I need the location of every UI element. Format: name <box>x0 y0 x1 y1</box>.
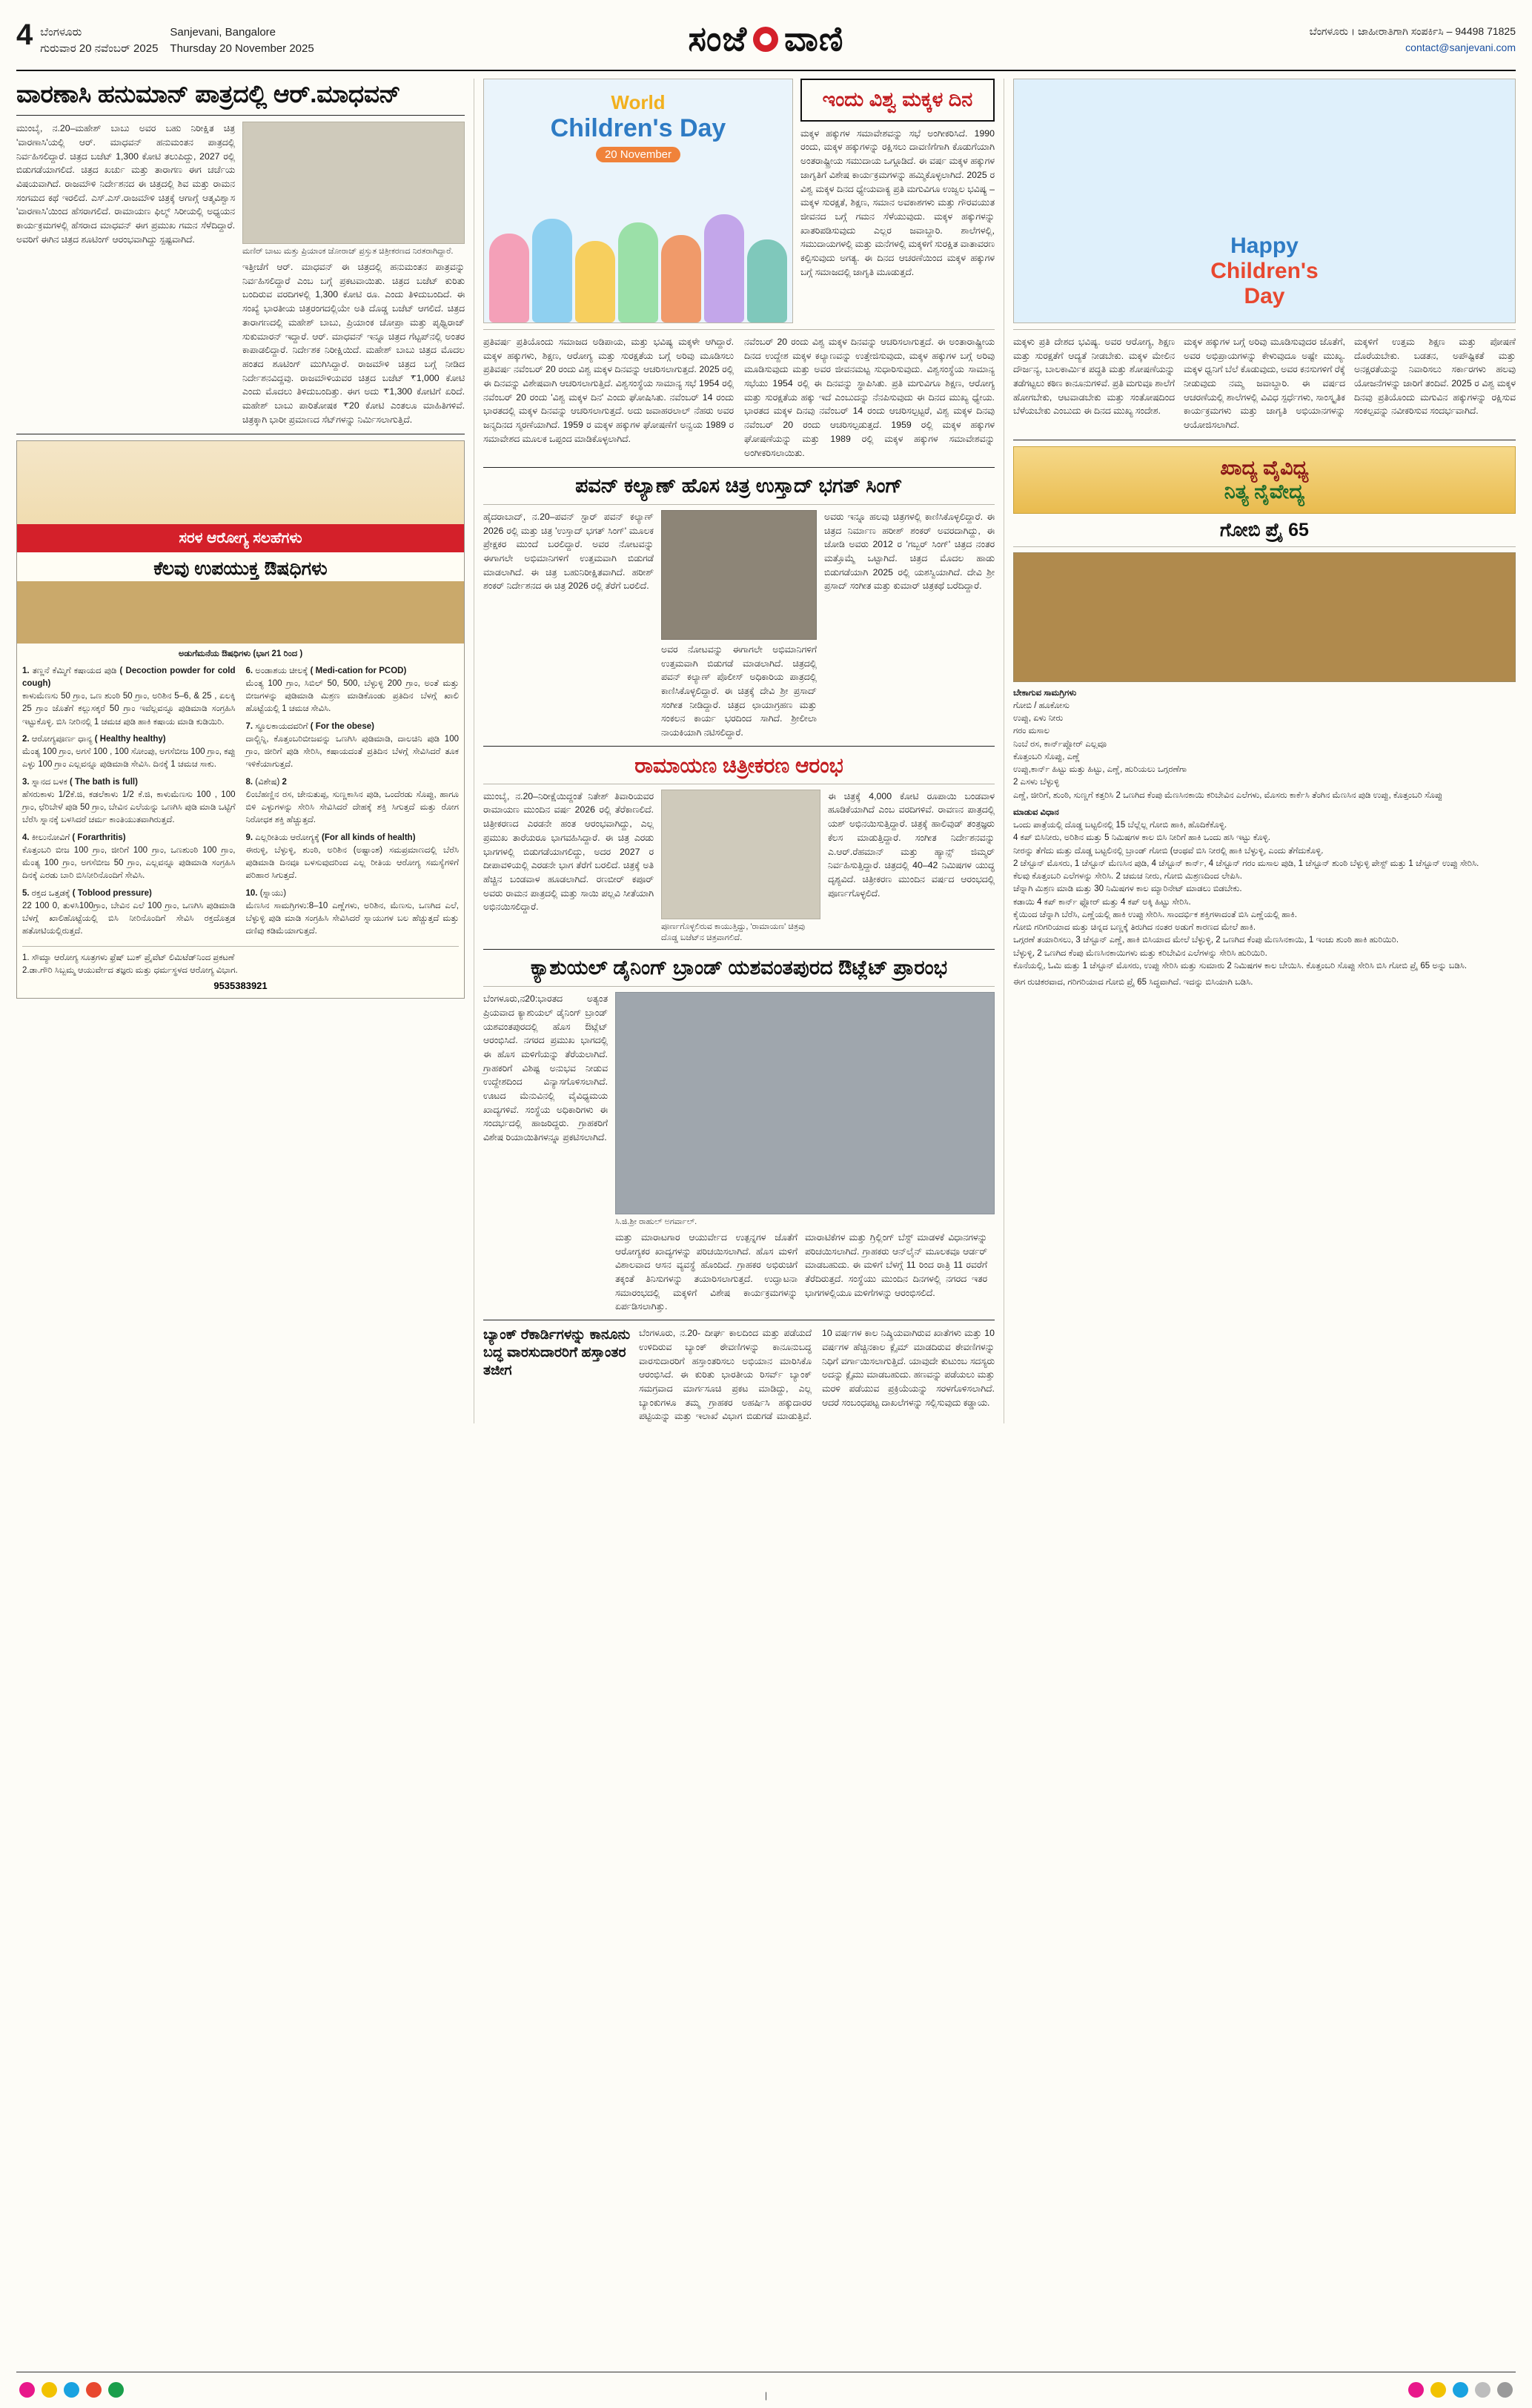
health-item: 8. (ವಿಶೇಷ) 2 ಲಿಂಬೆಹಣ್ಣಿನ ರಸ, ಜೇನುತುಪ್ಪ, ಸುಣ್ಣಕಾಸಿನ ಪುಡಿ, ಒಂದೆರಡು ಸೊಪ್ಪು, ಹಾಗೂ ಬಿಳಿ ಎಳ್ಳುಗಳನ್ನು ಸೇರಿಸಿ ಸೇವಿಸಿದರೆ ದೇಹಕ್ಕೆ ಶಕ್ತಿ ಸಿಗುತ್ತದೆ ಮತ್ತು ರೋಗ ನಿರೋಧಕ ಶಕ್ತಿ ಹೆಚ್ಚುತ್ತದೆ. <box>245 777 459 825</box>
health-tips-box <box>16 440 465 999</box>
email-link[interactable]: contact@sanjevani.com <box>1405 42 1516 53</box>
recipe-step: ಚೆನ್ನಾಗಿ ಮಿಶ್ರಣ ಮಾಡಿ ಮತ್ತು 30 ನಿಮಿಷಗಳ ಕಾಲ ಮ್ಯಾರಿನೇಟ್ ಮಾಡಲು ಬಿಡಬೇಕು. <box>1012 884 1242 894</box>
recipe-step: ಕಡಾಯಿ 4 ಕಪ್ ಕಾರ್ನ್ ಫ್ಲೋರ್ ಮತ್ತು 4 ಕಪ್ ಅಕ್ಕಿ ಹಿಟ್ಟು ಸೇರಿಸಿ. <box>1012 897 1191 907</box>
wcd-word-childrens-day: Children's Day <box>550 114 726 142</box>
story-madhavan-body-b: ಇತ್ತೀಚೆಗೆ ಆರ್. ಮಾಧವನ್ ಈ ಚಿತ್ರದಲ್ಲಿ ಹನುಮಂತನ ಪಾತ್ರವನ್ನು ನಿರ್ವಹಿಸಲಿದ್ದಾರೆ ಎಂಬ ಬಗ್ಗೆ ಪ್ರಕಟವಾಯಿತು. ಚಿತ್ರದ ಬಜೆಟ್ ಕುರಿತು ಬಂದಿರುವ ವರದಿಗಳಲ್ಲಿ 1,300 ಕೋಟಿ ರೂ. ಎಂದು ತಿಳಿದುಬಂದಿದೆ. ಈ ಸಂಖ್ಯೆ ಭಾರತೀಯ ಚಿತ್ರರಂಗದಲ್ಲಿಯೇ ಅತಿ ದೊಡ್ಡ ಬಜೆಟ್ ಆಗಲಿದೆ. ಚಿತ್ರದ ತಾರಾಗಣದಲ್ಲಿ ಮಹೇಶ್ ಬಾಬು, ಪ್ರಿಯಾಂಕ ಚೋಪ್ರಾ ಮತ್ತು ಪೃಥ್ವಿರಾಜ್ ಸುಕುಮಾರನ್ ಇದ್ದಾರೆ. ಆರ್. ಮಾಧವನ್ ಇನ್ನೂ ಚಿತ್ರದ ಗೆಟ್ಟಪ್‌ನಲ್ಲಿ ಅಂತರ ಕಾಪಾಡಲಿದ್ದಾರೆ. ನಿರ್ದೇಶಕ ನಿರೀಕ್ಷಿಯಿದೆ. ಮಹೇಶ್ ಬಾಬು ಚಿತ್ರದ ಮೊದಲ ಹಂತದ ಶೂಟಿಂಗ್ ಮುಗಿಸಿದ್ದಾರೆ. ರಾಜಮೌಳಿ ಚಿತ್ರದ ಬಗ್ಗೆ ನೀಡಿದ ನಿರ್ದೇಶನವಿದ್ದವು. ರಾಜಮೌಳಿಯವರ ಚಿತ್ರದ ಬಜೆಟ್ ₹1,000 ಕೋಟಿ ಎಂದು ಮೊದಲು ತಿಳಿದುಬಂದಿತ್ತು. ಈಗ ಅದು ₹1,300 ಕೋಟಿಗೆ ಏರಿದೆ. ಮಹೇಶ್ ಬಾಬು ಪಾರಿತೋಷಕ ₹20 ಕೋಟಿ ಎಂತಲೂ ಮಾಹಿತಿಗಳಿವೆ. ಚಿತ್ರಕ್ಕಾಗಿ ಭಾರೀ ಪ್ರಮಾಣದ ಸೆಟ್‌ಗಳನ್ನು ನಿರ್ಮಿಸಲಾಗುತ್ತಿದೆ. <box>242 262 465 425</box>
column-1 <box>16 79 465 1423</box>
logo-dot-icon <box>753 27 778 52</box>
recipe-ingredient: ಎಣ್ಣೆ, ಜೀರಿಗೆ, ಶುಂಠಿ, ಸುಣ್ಣಗೆ ಕತ್ತರಿಸಿ 2 ಒಣಗಿದ ಕೆಂಪು ಮೆಣಸಿನಕಾಯಿ ಕರಿಬೇವಿನ ಎಲೆಗಳು, ಮೊಸರು ಕಾರ್ಕೆಸಿ ತೆಂಗಿನ ಮೆಣಸಿನ ಪುಡಿ ಉಪ್ಪು, ಕೊತ್ತಂಬರಿ ಸೊಪ್ಪು <box>1012 790 1443 800</box>
health-phone: 9535383921 <box>213 980 268 992</box>
wcd-kids-illustration <box>484 204 792 322</box>
recipe-step: ಗೋಬಿ ಗರಿಗರಿಯಾದ ಮತ್ತು ಚಿನ್ನದ ಬಣ್ಣಕ್ಕೆ ತಿರುಗಿದ ನಂತರ ಅಡುಗೆ ಕಾರಣದ ಮೇಲೆ ಹಾಕಿ. <box>1012 923 1256 933</box>
pawan-body-c: ಅವರು ಇನ್ನೂ ಹಲವು ಚಿತ್ರಗಳಲ್ಲಿ ಕಾಣಿಸಿಕೊಳ್ಳಲಿದ್ದಾರೆ. ಈ ಚಿತ್ರದ ನಿರ್ಮಾಣ ಹರೀಶ್ ಶಂಕರ್ ಅವರದಾಗಿದ್ದು, ಈ ಜೋಡಿ ಅವರು 2012 ರ 'ಗಬ್ಬರ್ ಸಿಂಗ್' ಚಿತ್ರದ ನಂತರ ಮತ್ತೊಮ್ಮೆ ಒಟ್ಟಾಗಿದೆ. ಚಿತ್ರದ ಮೊದಲ ಹಾಡು ಬಿಡುಗಡೆಯಾಗಿ 2025 ರಲ್ಲಿ ಯಶಸ್ವಿಯಾಗಿದೆ. ದೇವಿ ಶ್ರೀ ಪ್ರಸಾದ್ ಸಂಗೀತ ಮತ್ತು ಕುಮಾರ್ ಚಿತ್ರಕಥೆ ಬರೆದಿದ್ದಾರೆ. <box>823 511 995 592</box>
page-body <box>16 79 1516 1423</box>
story-madhavan-body-a: ಮುಂಬೈ, ನ.20–ಮಹೇಶ್ ಬಾಬು ಅವರ ಬಹು ನಿರೀಕ್ಷಿತ ಚಿತ್ರ 'ವಾರಣಾಸಿ'ಯಲ್ಲಿ ಆರ್. ಮಾಧವನ್ ಹನುಮಂತನ ಪಾತ್ರದಲ್ಲಿ ನಿರ್ವಹಿಸಲಿದ್ದಾರೆ. ಚಿತ್ರದ ಬಜೆಟ್ 1,300 ಕೋಟಿ ತಲುಪಿದ್ದು, 2027 ರಲ್ಲಿ ಬಿಡುಗಡೆಯಾಗಲಿದೆ. ಚಿತ್ರದ ಖರ್ಚು ಮತ್ತು ತಾರಾಗಣ ಈಗ ಚರ್ಚೆಯ ವಿಷಯವಾಗಿದೆ. ರಾಜಮೌಳಿ ನಿರ್ದೇಶನದ ಈ ಚಿತ್ರದಲ್ಲಿ ಶಿವ ಮತ್ತು ರಾಮನ ಸಂಗಮದ ಕಥೆ ಇರಲಿದೆ. ಎಸ್.ಎಸ್.ರಾಜಮೌಳಿ ಚಿತ್ರಕ್ಕೆ ಆಗಾಗ್ಗೆ ಆತ್ಮವಿಶ್ವಾಸ 'ವಾರಣಾಸಿ'ಯಿಂದ ಹೆಸರಾಗಲಿದೆ. ರಾಮಾಯಣ ಫಿಲ್ಮ್ ಸಿರೀಯಲ್ಲಿ ಅಧ್ಯಯನ ಕಾರ್ಯಕ್ರಮಗಳಲ್ಲಿ ಹೆಸರಾದ ಮಾಧವನ್ ಈಗ ಪ್ರಮುಖ ಗಮನ ಸೆಳೆದಿದ್ದಾರೆ. ಅವರಿಗೆ ಈಗಿನ ಚಿತ್ರದ ಶೂಟಿಂಗ್ ಆರಂಭವಾಗಿದ್ದು ಸ್ಪಷ್ಟವಾಗಿದೆ. <box>16 123 235 245</box>
bank-headline: ಬ್ಯಾಂಕ್ ರೆಕಾರ್ಡಿಗಳನ್ನು ಕಾನೂನು ಬದ್ಧ ವಾರಸುದಾರರಿಗೆ ಹಸ್ತಾಂತರ ತಜೀಗ <box>483 1327 631 1378</box>
recipe-step: 2 ಚೆಸ್ಟೂನ್ ಮೊಸರು, 1 ಚೆಸ್ಟೂನ್ ಮೆಣಸಿನ ಪುಡಿ, 4 ಚೆಸ್ಟೂನ್ ಕಾರ್ನ್, 4 ಚೆಸ್ಟೂನ್ ಗರಂ ಮಸಾಲ ಪುಡಿ, 1 ಚೆಸ್ಟೂನ್ ಶುಂಠಿ ಬೆಳ್ಳುಳ್ಳಿ ಪೇಸ್ಟ್ ಮತ್ತು 1 ಚೆಸ್ಟೂನ್ ಉಪ್ಪು ಸೇರಿಸಿ. <box>1012 859 1479 868</box>
ramayana-body-a: ಮುಂಬೈ, ನ.20–ನಿರೀಕ್ಷೆಯಿದ್ದಂತೆ ನಿತೇಶ್ ತಿವಾರಿಯವರ ರಾಮಾಯಣ ಮುಂದಿನ ವರ್ಷ 2026 ರಲ್ಲಿ ತೆರೆಕಾಣಲಿದೆ. ಚಿತ್ರೀಕರಣದ ಎರಡನೇ ಹಂತ ಆರಂಭವಾಗಿದ್ದು, ಎಲ್ಲ ಪ್ರಮುಖ ತಾರೆಯರೂ ಭಾಗವಹಿಸಿದ್ದಾರೆ. ಈ ಚಿತ್ರ ಎರಡು ಭಾಗಗಳಲ್ಲಿ ಬಿಡುಗಡೆಯಾಗಲಿದ್ದು, ಅದರ 2027 ರ ದೀಪಾವಳಿಯಲ್ಲಿ ಎರಡನೇ ಭಾಗ ತೆರೆಗೆ ಬರಲಿದೆ. ಚಿತ್ರಕ್ಕೆ ಅತಿ ಹೆಚ್ಚಿನ ಬಂಡವಾಳ ಹೂಡಲಾಗಿದೆ. ರಣಬೀರ್ ಕಪೂರ್ ಅವರು ರಾಮನ ಪಾತ್ರದಲ್ಲಿ ಮತ್ತು ಸಾಯಿ ಪಲ್ಲವಿ ಸೀತೆಯಾಗಿ ಅಭಿನಯಿಸಲಿದ್ದಾರೆ. <box>483 790 654 913</box>
health-item: 2. ಆರೋಗ್ಯಪೂರ್ಣ ಧಾನ್ಯ ( Healthy healthy) ಮೆಂತ್ಯ 100 ಗ್ರಾಂ, ಅಗಸೆ 100 , 100 ಸೋಂಪು, ಅಗಸೆಬೀಜ 100 ಗ್ರಾಂ, ಕಪ್ಪು ಎಳ್ಳು 100 ಗ್ರಾಂ ಎಲ್ಲವನ್ನೂ ಪುಡಿಮಾಡಿ ಸೇವಿಸಿ. ದಿನಕ್ಕೆ 1 ಚಮಚ ಸಾಕು. <box>22 734 236 770</box>
health-item: 1. ತಣ್ಣನೆ ಕೆಮ್ಮಿಗೆ ಕಷಾಯದ ಪುಡಿ ( Decoction powder for cold cough) ಕಾಳುಮೆಣಸು 50 ಗ್ರಾಂ, ಒಣ ಶುಂಠಿ 50 ಗ್ರಾಂ, ಅರಿಶಿನ 5–6, & 25 , ಏಲಕ್ಕಿ 25 ಗ್ರಾಂ ಜೊತೆಗೆ ಕಲ್ಲುಸಕ್ಕರೆ 50 ಗ್ರಾಂ ಇವೆಲ್ಲವನ್ನೂ ಪುಡಿಮಾಡಿ ಸಂಗ್ರಹಿಸಿ ಇಟ್ಟುಕೊಳ್ಳಿ. ಬಿಸಿ ನೀರಿನಲ್ಲಿ 1 ಚಮಚ ಪುಡಿ ಹಾಕಿ ಕಷಾಯ ಮಾಡಿ ಕುಡಿಯಿರಿ. <box>22 666 236 727</box>
wcd-boxed-headline: ಇಂದು ವಿಶ್ವ ಮಕ್ಕಳ ದಿನ <box>800 79 995 122</box>
madhavan-photo <box>242 122 465 244</box>
pawan-body-b: ಅವರ ನೋಟವನ್ನು ಈಗಾಗಲೇ ಅಭಿಮಾನಿಗಳಿಗೆ ಉತ್ತಮವಾಗಿ ಬಿಡುಗಡೆ ಮಾಡಲಾಗಿದೆ. ಚಿತ್ರದಲ್ಲಿ ಪವನ್ ಕಲ್ಯಾಣ್ ಪೊಲೀಸ್ ಅಧಿಕಾರಿಯ ಪಾತ್ರದಲ್ಲಿ ಕಾಣಿಸಿಕೊಳ್ಳಲಿದ್ದಾರೆ. ಈ ಚಿತ್ರಕ್ಕೆ ದೇವಿ ಶ್ರೀ ಪ್ರಸಾದ್ ಸಂಗೀತ ನೀಡಿದ್ದಾರೆ. ಚಿತ್ರದ ಛಾಯಾಗ್ರಹಣ ಮತ್ತು ಸಂಕಲನ ಕಾರ್ಯ ಭರದಿಂದ ಸಾಗಿದೆ. ಶ್ರೀಲೀಲಾ ನಾಯಕಿಯಾಗಿ ನಟಿಸಲಿದ್ದಾರೆ. <box>660 644 817 738</box>
recipe-ingredient: ಉಪ್ಪು, ಏಳು ನೀರು <box>1012 714 1064 724</box>
health-item: 3. ಸ್ನಾನದ ಬಳಕ ( The bath is full) ಹೆಸರುಕಾಳು 1/2ಕೆ.ಜಿ, ಕಡಲೆಕಾಳು 1/2 ಕೆ.ಜಿ, ಕಾಳುಮೆಣಸು 100 , 100 ಗ್ರಾಂ, ಛೆರಿಬೇಳೆ ಪುಡಿ 50 ಗ್ರಾಂ, ಬೇವಿನ ಎಲೆಯನ್ನು ಒಣಗಿಸಿ ಪುಡಿ ಮಾಡಿ ಒಟ್ಟಿಗೆ ಬೆರೆಸಿ ಸ್ನಾನಕ್ಕೆ ಬಳಸಿದರೆ ಚರ್ಮ ಕಾಂತಿಯುತವಾಗಿರುತ್ತದೆ. <box>22 777 236 825</box>
health-subtitle: ಅಡುಗೆಮನೆಯ ಔಷಧಿಗಳು (ಭಾಗ 21 ರಿಂದ ) <box>178 649 303 659</box>
casual-body-a: ಬೆಂಗಳೂರು,ನ20:ಭಾರತದ ಅತ್ಯಂತ ಪ್ರಿಯವಾದ ಕ್ಯಾಶುಯಲ್ ಡೈನಿಂಗ್ ಬ್ರಾಂಡ್ ಯಶವಂತಪುರದಲ್ಲಿ ಹೊಸ ಔಟ್ಲೆಟ್ ಆರಂಭಿಸಿದೆ. ನಗರದ ಪ್ರಮುಖ ಭಾಗದಲ್ಲಿ ಈ ಹೊಸ ಮಳಿಗೆಯನ್ನು ತೆರೆಯಲಾಗಿದೆ. ಗ್ರಾಹಕರಿಗೆ ವಿಶಿಷ್ಟ ಅನುಭವ ನೀಡುವ ಉದ್ದೇಶದಿಂದ ವಿನ್ಯಾಸಗೊಳಿಸಲಾಗಿದೆ. ಊಟದ ಮೆನುವಿನಲ್ಲಿ ವೈವಿಧ್ಯಮಯ ಖಾದ್ಯಗಳಿವೆ. ಸಂಸ್ಥೆಯ ಅಧಿಕಾರಿಗಳು ಈ ಸಂದರ್ಭದಲ್ಲಿ ಹಾಜರಿದ್ದರು. ಗ್ರಾಹಕರಿಗೆ ವಿಶೇಷ ರಿಯಾಯಿತಿಗಳನ್ನೂ ಪ್ರಕಟಿಸಲಾಗಿದೆ. <box>483 993 608 1143</box>
casual-dining-headline: ಕ್ಯಾಶುಯಲ್ ಡೈನಿಂಗ್ ಬ್ರಾಂಡ್ ಯಶವಂತಪುರದ ಔಟ್ಲೆಟ್ ಪ್ರಾರಂಭ <box>530 956 948 979</box>
bank-body: ಬೆಂಗಳೂರು, ನ.20- ದೀರ್ಘ ಕಾಲದಿಂದ ಮತ್ತು ಪಡೆಯದೆ ಉಳಿದಿರುವ ಬ್ಯಾಂಕ್ ಠೇವಣಿಗಳನ್ನು ಕಾನೂನುಬದ್ಧ ವಾರಸುದಾರರಿಗೆ ಹಸ್ತಾಂತರಿಸಲು ಅಭಿಯಾನ ಮಾರಿಸಿಕೊ ಆರಂಭಿಸಿದೆ. ಈ ಕುರಿತು ಭಾರತೀಯ ರಿಸರ್ವ್ ಬ್ಯಾಂಕ್ ಸಮಗ್ರವಾದ ಮಾರ್ಗಸೂಚಿ ಪ್ರಕಟ ಮಾಡಿದ್ದು, ಎಲ್ಲ ಬ್ಯಾಂಕುಗಳೂ ತಮ್ಮ ಗ್ರಾಹಕರ ಅಹರ್ಷಿಸಿ ಹಕ್ಕುದಾರರ ಪಟ್ಟಿಯನ್ನು ಮತ್ತು ಇಲಾಖೆ ವಿಭಾಗ ಬಿಡುಗಡೆ ಮಾಡುತ್ತಿವೆ. 10 ವರ್ಷಗಳ ಕಾಲ ನಿಷ್ಕ್ರಿಯವಾಗಿರುವ ಖಾತೆಗಳು ಮತ್ತು 10 ವರ್ಷಗಳ ಹೆಚ್ಚಿನಕಾಲ ಕ್ಲೈಮ್ ಮಾಡದಿರುವ ಠೇವಣಿಗಳನ್ನು ನಿಧಿಗೆ ವರ್ಗಾಯಿಸಲಾಗುತ್ತಿದೆ. ಯಾವುದೇ ಕುಟುಂಬ ಸದಸ್ಯರು ಅದನ್ನು ಕ್ಲೈಮು ಮಾಡಬಹುದು. ಹಣವನ್ನು ಪಡೆಯಲು ಮತ್ತು ಮರಳಿ ಪಡೆಯುವ ಪ್ರಕ್ರಿಯೆಯನ್ನು ಸರಳಗೊಳಿಸಲಾಗಿದೆ. ಆದರೆ ಸಂಬಂಧಪಟ್ಟ ದಾಖಲೆಗಳನ್ನು ಸಲ್ಲಿಸುವುದು ಕಡ್ಡಾಯ. <box>638 1328 995 1422</box>
story-madhavan-headline: ವಾರಣಾಸಿ ಹನುಮಾನ್ ಪಾತ್ರದಲ್ಲಿ ಆರ್.ಮಾಧವನ್ <box>16 80 401 108</box>
ramayana-headline: ರಾಮಾಯಣ ಚಿತ್ರೀಕರಣ ಆರಂಭ <box>634 753 843 777</box>
health-item: 6. ಅಂಡಾಶಯ ಚೀಲಕ್ಕೆ ( Medi-cation for PCOD) ಮೆಂತ್ಯ 100 ಗ್ರಾಂ, ಸಿಬಿಲ್ 50, 500, ಬೆಳ್ಳುಳ್ಳಿ 200 ಗ್ರಾಂ, ಅಂತೆ ಮತ್ತು ಬೀಜಗಳನ್ನು ಪುಡಿಮಾಡಿ ಮಿಶ್ರಣ ಮಾಡಿಕೊಂಡು ಪ್ರತಿದಿನ ಬೆಳಗ್ಗೆ ಖಾಲಿ ಹೊಟ್ಟೆಯಲ್ಲಿ 1 ಚಮಚ ಸೇವಿಸಿ. <box>245 666 459 714</box>
ramayana-body-b: ಈ ಚಿತ್ರಕ್ಕೆ 4,000 ಕೋಟಿ ರೂಪಾಯಿ ಬಂಡವಾಳ ಹೂಡಿಕೆಯಾಗಿದೆ ಎಂಬ ವರದಿಗಳಿವೆ. ರಾವಣನ ಪಾತ್ರದಲ್ಲಿ ಯಶ್ ಅಭಿನಯಿಸುತ್ತಿದ್ದಾರೆ. ಚಿತ್ರಕ್ಕೆ ಹಾಲಿವುಡ್ ತಂತ್ರಜ್ಞರು ಕೆಲಸ ಮಾಡುತ್ತಿದ್ದಾರೆ. ಸಂಗೀತ ನಿರ್ದೇಶನವನ್ನು ಎ.ಆರ್.ರೆಹಮಾನ್ ಮತ್ತು ಹ್ಯಾನ್ಸ್ ಜಿಮ್ಮರ್ ನಿರ್ವಹಿಸುತ್ತಿದ್ದಾರೆ. ಚಿತ್ರದಲ್ಲಿ 40–42 ನಿಮಿಷಗಳ ಯುದ್ಧ ದೃಶ್ಯವಿದೆ. ಚಿತ್ರೀಕರಣ ಮುಂದಿನ ವರ್ಷದ ಆರಂಭದಲ್ಲಿ ಪೂರ್ಣಗೊಳ್ಳಲಿದೆ. <box>827 790 995 899</box>
hcd-day: Day <box>1244 284 1285 308</box>
recipe-banner-line1: ಖಾದ್ಯ ವೈವಿಧ್ಯ <box>1220 456 1309 479</box>
health-title: ಕೆಲವು ಉಪಯುಕ್ತ ಔಷಧಿಗಳು <box>153 558 328 580</box>
casual-body-b: ಮತ್ತು ಮಾರಾಟಗಾರ ಆಯುರ್ವೇದ ಉತ್ಪನ್ನಗಳ ಜೊತೆಗೆ ಆರೋಗ್ಯಕರ ಖಾದ್ಯಗಳನ್ನು ಪರಿಚಯಿಸಲಾಗಿದೆ. ಹೊಸ ಮಳಿಗೆ ವಿಶಾಲವಾದ ಆಸನ ವ್ಯವಸ್ಥೆ ಹೊಂದಿದೆ. ಗ್ರಾಹಕರ ಅಭಿರುಚಿಗೆ ತಕ್ಕಂತೆ ತಿನಿಸುಗಳನ್ನು ತಯಾರಿಸಲಾಗುತ್ತದೆ. ಉದ್ಘಾಟನಾ ಸಮಾರಂಭದಲ್ಲಿ ಮಕ್ಕಳಿಗೆ ವಿಶೇಷ ಕಾರ್ಯಕ್ರಮಗಳನ್ನು ಏರ್ಪಡಿಸಲಾಗಿತ್ತು. <box>614 1232 797 1312</box>
color-registration-dots-right <box>1408 2382 1513 2398</box>
recipe-step: ಕೊನೆಯಲ್ಲಿ, ಓಮಿ ಮತ್ತು 1 ಚೆಸ್ಟೂನ್ ಮೊಸರು, ಉಪ್ಪು ಸೇರಿಸಿ ಮತ್ತು ಸುಮಾರು 2 ನಿಮಿಷಗಳ ಕಾಲ ಬೇಯಿಸಿ. ಕೊತ್ತಂಬರಿ ಸೊಪ್ಪು ಸೇರಿಸಿ ಬಿಸಿ ಗೋಬಿ ಪ್ರೈ 65 ಅನ್ನು ಬಡಿಸಿ. <box>1012 961 1468 970</box>
recipe-step: ಕೈಯಿಂದ ಚೆನ್ನಾಗಿ ಬೆರೆಸಿ, ಎಣ್ಣೆಯಲ್ಲಿ ಹಾಕಿ ಉಪ್ಪು ಸೇರಿಸಿ. ಸಾಂದರ್ಭಿಕ ಶಕ್ತಿಗಳಾದಂತೆ ಬಿಸಿ ಎಣ್ಣೆಯಲ್ಲಿ ಹಾಕಿ. <box>1012 910 1297 919</box>
masthead-contact <box>1167 23 1516 56</box>
health-item: 9. ಎಲ್ಲರೀತಿಯ ಆರೋಗ್ಯಕ್ಕೆ (For all kinds of health) ಈರುಳ್ಳಿ, ಬೆಳ್ಳುಳ್ಳಿ, ಶುಂಠಿ, ಅರಿಶಿನ (ಅಷ್ಟಾಂಶ) ಸಮಪ್ರಮಾಣದಲ್ಲಿ ಬೆರೆಸಿ ಪುಡಿಮಾಡಿ ದಿನವೂ ಬಳಸುವುದರಿಂದ ಎಲ್ಲ ರೀತಿಯ ಆರೋಗ್ಯ ಸಮಸ್ಯೆಗಳಿಗೆ ಪರಿಹಾರ ಸಿಗುತ್ತದೆ. <box>245 833 459 881</box>
recipe-step: 4 ಕಪ್ ಬಿಸಿನೀರು, ಅರಿಶಿನ ಮತ್ತು 5 ನಿಮಿಷಗಳ ಕಾಲ ಬಿಸಿ ನೀರಿಗೆ ಹಾಕಿ ಒಂದು ಹಸಿ ಇಟ್ಟು ಕೊಳ್ಳಿ. <box>1012 833 1270 843</box>
masthead-left <box>16 18 365 58</box>
recipe-title: ಗೋಬಿ ಪ್ರೈ 65 <box>1220 519 1309 540</box>
casual-body-c: ಮಾರಾಟಿಕೆಗಳ ಮತ್ತು ಗ್ರಿಲ್ಲಿಂಗ್ ಬೆಸ್ಟ್ ಮಾಡಳಕೆ ವಿಧಾನಗಳನ್ನು ಪರಿಚಯಿಸಲಾಗಿದೆ. ಗ್ರಾಹಕರು ಆನ್‌ಲೈನ್ ಮೂಲಕವೂ ಆರ್ಡರ್ ಮಾಡಬಹುದು. ಈ ಮಳಿಗೆ ಬೆಳಗ್ಗೆ 11 ರಿಂದ ರಾತ್ರಿ 11 ರವರೆಗೆ ತೆರೆದಿರುತ್ತದೆ. ಸಂಸ್ಥೆಯು ಮುಂದಿನ ದಿನಗಳಲ್ಲಿ ನಗರದ ಇತರ ಭಾಗಗಳಲ್ಲಿಯೂ ಮಳಿಗೆಗಳನ್ನು ಆರಂಭಿಸಲಿದೆ. <box>804 1232 987 1298</box>
health-item: 4. ಕೀಲುನೋವಿಗೆ ( Forarthritis) ಕೊತ್ತಂಬರಿ ಬೀಜ 100 ಗ್ರಾಂ, ಜೀರಿಗೆ 100 ಗ್ರಾಂ, ಒಣಶುಂಠಿ 100 ಗ್ರಾಂ, ಮೆಂತ್ಯ 100 ಗ್ರಾಂ, ಅಗಸೆಬೀಜ 50 ಗ್ರಾಂ, ಎಲ್ಲವನ್ನೂ ಪುಡಿಮಾಡಿ ಸಂಗ್ರಹಿಸಿ ದಿನಕ್ಕೆ ಎರಡು ಬಾರಿ ಬಿಸಿನೀರಿನೊಂದಿಗೆ ಸೇವಿಸಿ. <box>22 833 236 881</box>
wcd-body-b: ನವೆಂಬರ್ 20 ರಂದು ವಿಶ್ವ ಮಕ್ಕಳ ದಿನವನ್ನು ಆಚರಿಸಲಾಗುತ್ತದೆ. ಈ ಅಂತಾರಾಷ್ಟ್ರೀಯ ದಿನದ ಉದ್ದೇಶ ಮಕ್ಕಳ ಕಲ್ಯಾಣವನ್ನು ಉತ್ತೇಜಿಸುವುದು, ಮಕ್ಕಳ ಹಕ್ಕುಗಳ ಬಗ್ಗೆ ಅರಿವು ಮೂಡಿಸುವುದು ಮತ್ತು ಅವರ ಜೀವನಮಟ್ಟ ಸುಧಾರಿಸುವುದು. ವಿಶ್ವಸಂಸ್ಥೆಯ ಸಾಮಾನ್ಯ ಸಭೆಯು 1954 ರಲ್ಲಿ ಈ ದಿನವನ್ನು ಸ್ಥಾಪಿಸಿತು. ಪ್ರತಿ ಮಗುವಿಗೂ ಶಿಕ್ಷಣ, ಆರೋಗ್ಯ ಮತ್ತು ಸುರಕ್ಷತೆಯ ಹಕ್ಕು ಇದೆ ಎಂಬುದನ್ನು ನೆನಪಿಸುವುದು ಈ ದಿನದ ಮುಖ್ಯ ಧ್ಯೇಯ. ಭಾರತದ ಮಕ್ಕಳ ದಿನವು ನವೆಂಬರ್ 14 ರಂದು ಆಚರಿಸಲ್ಪಟ್ಟರೆ, ವಿಶ್ವ ಮಕ್ಕಳ ದಿನವು ನವೆಂಬರ್ 20 ರಂದು ಆಚರಿಸಲ್ಪಡುತ್ತದೆ. 1959 ರಲ್ಲಿ ಮಕ್ಕಳ ಹಕ್ಕುಗಳ ಘೋಷಣೆಯನ್ನು ಮತ್ತು 1989 ರಲ್ಲಿ ಮಕ್ಕಳ ಹಕ್ಕುಗಳ ಸಮಾವೇಶವನ್ನು ಅಂಗೀಕರಿಸಲಾಯಿತು. <box>743 337 995 458</box>
page-number: 4 <box>16 18 33 51</box>
recipe-step: ಒಗ್ಗರಣೆ ತಯಾರಿಸಲು, 3 ಚೆಸ್ಟೂನ್ ಎಣ್ಣೆ, ಹಾಕಿ ಬಿಸಿಯಾದ ಮೇಲೆ ಬೆಳ್ಳುಳ್ಳಿ, 2 ಒಣಗಿದ ಕೆಂಪು ಮೆಣಸಿನಕಾಯಿ, 1 ಇಂಚು ಶುಂಠಿ ಹಾಕಿ ಹುರಿಯಿರಿ. <box>1012 936 1399 945</box>
logo-text-1: ಸಂಜೆ <box>688 19 748 58</box>
health-banner-title: ಸರಳ ಆರೋಗ್ಯ ಸಲಹೆಗಳು <box>17 524 464 552</box>
recipe-step: ಬೆಳ್ಳುಳ್ಳಿ, 2 ಒಣಗಿದ ಕೆಂಪು ಮೆಣಸಿನಕಾಯಿಗಳು ಮತ್ತು ಕರಿಬೇವಿನ ಎಲೆಗಳನ್ನು ಸೇರಿಸಿ ಹುರಿಯಿರಿ. <box>1012 948 1267 958</box>
date-en: Thursday 20 November 2025 <box>170 42 314 55</box>
recipe-final-note: ಈಗ ರುಚಿಕರವಾದ, ಗರಿಗರಿಯಾದ ಗೋಬಿ ಪ್ರೈ 65 ಸಿದ್ಧವಾಗಿದೆ. ಇದನ್ನು ಬಿಸಿಯಾಗಿ ಬಡಿಸಿ. <box>1012 978 1253 988</box>
madhavan-photo-caption: ಮಣಿರ್ ಬಾಟು ಮತ್ತು ಪ್ರಿಯಾಂಕ ಜೋರಾಜ್ ಪ್ರಸ್ತುತ ಚಿತ್ರೀಕರಣದ ನಿರತರಾಗಿದ್ದಾರೆ. <box>242 247 454 257</box>
recipe-ingredient: ಗರಂ ಮಸಾಲ <box>1012 727 1050 736</box>
recipe-step: ಒಂದು ಪಾತ್ರೆಯಲ್ಲಿ ದೊಡ್ಡ ಬಟ್ಟಲಿನಲ್ಲಿ 15 ಬೆಲ್ಲೆಲ್ಲ ಗೋಬಿ ಹಾಕಿ, ಹೊದಿಕೆಕೊಳ್ಳಿ. <box>1012 821 1227 830</box>
color-registration-dots-left <box>19 2382 124 2398</box>
recipe-step: ಕೆಲವು ಕೊತ್ತಂಬರಿ ಎಲೆಗಳನ್ನು ಸೇರಿಸಿ. 2 ಚಮಚ ನೀರು, ಗೋಬಿ ಮಿಶ್ರಣದಿಂದ ಲೇಪಿಸಿ. <box>1012 872 1242 882</box>
masthead <box>16 13 1516 71</box>
wcd-intro-text: ಮಕ್ಕಳ ಹಕ್ಕುಗಳ ಸಮಾವೇಶವನ್ನು ಸಭೆ ಅಂಗೀಕರಿಸಿದೆ. 1990 ರಂದು, ಮಕ್ಕಳ ಹಕ್ಕುಗಳನ್ನು ರಕ್ಷಿಸಲು ದಾವಣಿಗೆಗಾಗಿ ಕೊಡುಗೆಯಾಗಿ ಅಂತರಾಷ್ಟ್ರೀಯ ಸಮುದಾಯ ಒಗ್ಗೂಡಿದೆ. ಈ ವರ್ಷ ಮಕ್ಕಳ ಹಕ್ಕುಗಳ ಜಾಗೃತಿಗೆ ವಿಶೇಷ ಕಾರ್ಯಕ್ರಮಗಳನ್ನು ಹಮ್ಮಿಕೊಳ್ಳಲಾಗಿದೆ. 2025 ರ ವಿಶ್ವ ಮಕ್ಕಳ ದಿನದ ಧ್ಯೇಯವಾಕ್ಯ ಪ್ರತಿ ಮಗುವಿಗೂ ಉಜ್ವಲ ಭವಿಷ್ಯ – ಮಕ್ಕಳ ಸುರಕ್ಷತೆ, ಶಿಕ್ಷಣ, ಸಮಾನ ಅವಕಾಶಗಳು ಮತ್ತು ಗೌರವಯುತ ಜೀವನದ ಬಗ್ಗೆ ಗಮನ ಸೆಳೆಯುವುದು. ಮಕ್ಕಳ ಹಕ್ಕುಗಳನ್ನು ಖಾತರಿಪಡಿಸುವುದು ಎಲ್ಲರ ಜವಾಬ್ದಾರಿ. ಶಾಲೆಗಳಲ್ಲಿ, ಸಮುದಾಯಗಳಲ್ಲಿ ಮತ್ತು ಮನೆಗಳಲ್ಲಿ ಮಕ್ಕಳಿಗೆ ಸುರಕ್ಷಿತ ವಾತಾವರಣ ಕಲ್ಪಿಸುವುದು ಅಗತ್ಯ. ಈ ದಿನದ ಆಚರಣೆಯಿಂದ ಮಕ್ಕಳ ಹಕ್ಕುಗಳ ಬಗ್ಗೆ ಸಮಾಜದಲ್ಲಿ ಜಾಗೃತಿ ಮೂಡುತ್ತದೆ. <box>800 128 995 277</box>
world-childrens-day-art <box>483 79 793 323</box>
logo-text-2: ವಾಣಿ <box>784 19 844 58</box>
city-kn: ಬೆಂಗಳೂರು <box>40 25 82 39</box>
recipe-method-heading: ಮಾಡುವ ವಿಧಾನ <box>1012 807 1059 817</box>
recipe-ingredient: ಗೋಬಿ / ಹೂಕೋಸು <box>1012 701 1070 710</box>
casual-dining-caption: ಸಿ.ಜಿ.ಶ್ರೀ ರಾಹುಲ್ ಅಗರ್ವಾಲ್. <box>614 1217 697 1227</box>
city-en: Sanjevani, Bangalore <box>170 25 276 39</box>
pawan-photo <box>661 510 817 640</box>
health-item: 10. (ಸ್ನಾಯು) ಮೆಣಸಿನ ಸಾಮಗ್ರಿಗಳು:8–10 ಎಣ್ಣೆಗಳು, ಅರಿಶಿನ, ಮೆಣಸು, ಒಣಗಿದ ಎಲೆ, ಬೆಳ್ಳುಳ್ಳಿ ಪುಡಿ ಮಾಡಿ ಸಂಗ್ರಹಿಸಿ ಸೇವಿಸಿದರೆ ಸ್ನಾಯುಗಳ ಬಲ ಹೆಚ್ಚುತ್ತದೆ ಮತ್ತು ದಣಿವು ಕಡಿಮೆಯಾಗುತ್ತದೆ. <box>245 888 459 936</box>
hcd-childrens: Children's <box>1210 259 1319 283</box>
column-3 <box>1013 79 1516 1423</box>
happy-childrens-day-art <box>1013 79 1516 323</box>
recipe-step: ನೀರನ್ನು ತೆಗೆದು ಮತ್ತು ದೊಡ್ಡ ಬಟ್ಟಲಿನಲ್ಲಿ ಬ್ರಾಂಡ್ ಗೋಬಿ (ಆಂಥವೆ ಬಿಸಿ ನೀರಲ್ಲಿ ಹಾಕಿ ಬೆಳ್ಳುಳ್ಳಿ, ಎಂದು ತೆಗೆದುಕೊಳ್ಳಿ. <box>1012 846 1324 856</box>
wcd-date-badge: 20 November <box>596 147 680 162</box>
pawan-headline: ಪವನ್ ಕಲ್ಯಾಣ್ ಹೊಸ ಚಿತ್ರ ಉಸ್ತಾದ್ ಭಗತ್ ಸಿಂಗ್ <box>575 474 903 497</box>
column-2 <box>483 79 995 1423</box>
ramayana-photo-caption: ಪೂರ್ಣಗೊಳ್ಳಲಿರುವ ಕಾಯುತ್ತಿದ್ದು, 'ರಾಮಾಯಣ' ಚಿತ್ರವು ದೊಡ್ಡ ಬಜೆಟ್‌ನ ಚಿತ್ರವಾಗಲಿದೆ. <box>660 922 805 942</box>
recipe-ingredient: ಉಪ್ಪು,ಕಾರ್ನ್ ಹಿಟ್ಟು ಮತ್ತು ಹಿಟ್ಟು, ಎಣ್ಣೆ, ಹುರಿಯಲು ಒಗ್ಗರಣೆಗಾ <box>1012 765 1187 775</box>
recipe-banner-line2: ನಿತ್ಯ ನೈವೇದ್ಯ <box>1224 480 1305 503</box>
health-credit-1: 1. ಸೌಮ್ಯಾ ಆರೋಗ್ಯ ಸೂತ್ರಗಳು ಫ್ರೆಷ್ ಬುಕ್ ಪ್ರೈವೆಟ್ ಲಿಮಿಟೆಡ್‌ನಿಂದ ಪ್ರಕಟಣೆ <box>22 953 235 962</box>
masthead-dateline-en <box>165 22 314 58</box>
pawan-body-a: ಹೈದರಾಬಾದ್, ನ.20–ಪವನ್ ಸ್ಟಾರ್ ಪವನ್ ಕಲ್ಯಾಣ್ 2026 ರಲ್ಲಿ ಮತ್ತು ಚಿತ್ರ 'ಉಸ್ತಾದ್ ಭಗತ್ ಸಿಂಗ್' ಮೂಲಕ ಪ್ರೇಕ್ಷಕರ ಮುಂದೆ ಬರಲಿದ್ದಾರೆ. ಅವರ ನೋಟವನ್ನು ಈಗಾಗಲೇ ಅಭಿಮಾನಿಗಳಿಗೆ ಉತ್ತಮವಾಗಿ ಬಿಡುಗಡೆ ಮಾಡಲಾಗಿದೆ. ಈ ಚಿತ್ರ ಬಹುನಿರೀಕ್ಷಿತವಾಗಿದೆ. ಹರೀಶ್ ಶಂಕರ್ ನಿರ್ದೇಶನದ ಈ ಚಿತ್ರ 2026 ರಲ್ಲಿ ತೆರೆಗೆ ಬರಲಿದೆ. <box>483 511 654 592</box>
recipe-ingredient: 2 ಎಸಳು ಬೆಳ್ಳುಳ್ಳಿ <box>1012 778 1060 787</box>
health-banner-art <box>17 441 464 552</box>
recipe-ingredient: ಕೊತ್ತಂಬರಿ ಸೊಪ್ಪು, ಎಣ್ಣೆ <box>1012 752 1081 761</box>
health-credit-2: 2.ಡಾ.ಗೌರಿ ಸಿಬ್ಬಮ್ಮ ಆಯುರ್ವೇದ ತಜ್ಞರು ಮತ್ತು ಧರ್ಮಸ್ಥಳದ ಆರೋಗ್ಯ ವಿಭಾಗ. <box>22 965 238 975</box>
wcd-col3-body-f: ಮಕ್ಕಳಿಗೆ ಉತ್ತಮ ಶಿಕ್ಷಣ ಮತ್ತು ಪೋಷಣೆ ದೊರೆಯಬೇಕು. ಬಡತನ, ಅಪೌಷ್ಟಿಕತೆ ಮತ್ತು ಅನಕ್ಷರತೆಯನ್ನು ನಿವಾರಿಸಲು ಸರ್ಕಾರಗಳು ಹಲವು ಯೋಜನೆಗಳನ್ನು ಜಾರಿಗೆ ತಂದಿವೆ. 2025 ರ ವಿಶ್ವ ಮಕ್ಕಳ ದಿನವು ಪ್ರತಿಯೊಂದು ಮಗುವಿನ ಹಕ್ಕುಗಳನ್ನು ರಕ್ಷಿಸುವ ಸಂಕಲ್ಪವನ್ನು ನವೀಕರಿಸುವ ಸಂದರ್ಭವಾಗಿದೆ. <box>1353 337 1516 417</box>
health-item: 5. ರಕ್ತದ ಒತ್ತಡಕ್ಕೆ ( Toblood pressure) 22 100 0, ತುಳಸಿ100ಗ್ರಾಂ, ಬೇವಿನ ಎಲೆ 100 ಗ್ರಾಂ, ಒಣಗಿಸಿ ಪುಡಿಮಾಡಿ ಬೆಳಗ್ಗೆ ಖಾಲಿಹೊಟ್ಟೆಯಲ್ಲಿ ಬಿಸಿ ನೀರಿನೊಂದಿಗೆ ಸೇವಿಸಿ ರಕ್ತದೊತ್ತಡ ಹತೋಟಿಯಲ್ಲಿರುತ್ತದೆ. <box>22 888 236 936</box>
casual-dining-group-photo <box>615 992 995 1214</box>
recipe-ingredients-heading: ಬೇಕಾಗುವ ಸಾಮಗ್ರಿಗಳು <box>1012 688 1077 698</box>
footer-mark: | <box>764 2390 768 2401</box>
masthead-logo <box>365 19 1167 60</box>
recipe-food-photo <box>1013 552 1516 682</box>
health-item: 7. ಸ್ಥೂಲಕಾಯದವರಿಗೆ ( For the obese) ದಾಲ್ಚಿನ್ನಿ, ಕೊತ್ತಂಬರಿಬೀಜವನ್ನು ಒಣಗಿಸಿ ಪುಡಿಮಾಡಿ, ದಾಲಚಿನಿ ಪುಡಿ 100 ಗ್ರಾಂ, ಜೀರಿಗೆ ಪುಡಿ ಸೇರಿಸಿ, ಕಷಾಯದಂತೆ ಪ್ರತಿದಿನ ಬೆಳಗ್ಗೆ ಸೇವಿಸಿದರೆ ತೂಕ ಇಳಿಕೆಯಾಗುತ್ತದೆ. <box>245 721 459 770</box>
recipe-ingredient: ನಿಂಬೆ ರಸ, ಕಾರ್ನ್‌ಪ್ಲೋರ್ ಎಲ್ಲವೂ <box>1012 739 1107 749</box>
wcd-col3-body-e: ಮಕ್ಕಳ ಹಕ್ಕುಗಳ ಬಗ್ಗೆ ಅರಿವು ಮೂಡಿಸುವುದರ ಜೊತೆಗೆ, ಅವರ ಅಭಿಪ್ರಾಯಗಳನ್ನು ಕೇಳುವುದೂ ಅಷ್ಟೇ ಮುಖ್ಯ. ಮಕ್ಕಳ ಧ್ವನಿಗೆ ಬೆಲೆ ಕೊಡುವುದು, ಅವರ ಕನಸುಗಳಿಗೆ ರೆಕ್ಕೆ ನೀಡುವುದು ನಮ್ಮ ಜವಾಬ್ದಾರಿ. ಈ ವರ್ಷದ ಆಚರಣೆಯಲ್ಲಿ ಶಾಲೆಗಳಲ್ಲಿ ವಿವಿಧ ಸ್ಪರ್ಧೆಗಳು, ಸಾಂಸ್ಕೃತಿಕ ಕಾರ್ಯಕ್ರಮಗಳು ಮತ್ತು ಜಾಗೃತಿ ಅಭಿಯಾನಗಳನ್ನು ಆಯೋಜಿಸಲಾಗಿದೆ. <box>1183 337 1345 431</box>
hcd-happy: Happy <box>1230 234 1299 258</box>
wcd-body-a: ಪ್ರತಿವರ್ಷ ಪ್ರತಿಯೊಂದು ಸಮಾಜದ ಅಡಿಪಾಯ, ಮತ್ತು ಭವಿಷ್ಯ ಮಕ್ಕಳೇ ಆಗಿದ್ದಾರೆ. ಮಕ್ಕಳ ಹಕ್ಕುಗಳು, ಶಿಕ್ಷಣ, ಆರೋಗ್ಯ ಮತ್ತು ಸುರಕ್ಷತೆಯ ಬಗ್ಗೆ ಅರಿವು ಮೂಡಿಸಲು ಪ್ರತಿವರ್ಷ ನವೆಂಬರ್ 20 ರಂದು ವಿಶ್ವ ಮಕ್ಕಳ ದಿನವನ್ನು ಆಚರಿಸಲಾಗುತ್ತದೆ. 2025 ರಲ್ಲಿ ಈ ದಿನವನ್ನು ವಿಶೇಷವಾಗಿ ಆಚರಿಸಲಾಗುತ್ತಿದೆ. ವಿಶ್ವಸಂಸ್ಥೆಯ ಸಾಮಾನ್ಯ ಸಭೆ 1954 ರಲ್ಲಿ ನವೆಂಬರ್ 20 ರಂದು 'ವಿಶ್ವ ಮಕ್ಕಳ ದಿನ' ಎಂದು ಘೋಷಿಸಿತು. ನವೆಂಬರ್ 14 ರಂದು ಭಾರತದಲ್ಲಿ ಮಕ್ಕಳ ದಿನವನ್ನು ಆಚರಿಸಲಾಗುತ್ತದೆ. ಅದು ಜವಾಹರಲಾಲ್ ನೆಹರು ಅವರ ಜನ್ಮದಿನದ ಸ್ಮರಣೆಯಾಗಿದೆ. 1959 ರ ಮಕ್ಕಳ ಹಕ್ಕುಗಳ ಘೋಷಣೆಗೆ ಅನ್ವಯ 1989 ರ ಸಮಾವೇಶದ ಮೂಲಕ ಒಪ್ಪಂದ ಮಾಡಿಕೊಳ್ಳಲಾಗಿದೆ. <box>483 337 734 444</box>
wcd-word-world: World <box>611 91 666 113</box>
recipe-banner <box>1013 446 1516 514</box>
masthead-dateline <box>40 22 158 58</box>
ramayana-photo <box>661 790 820 919</box>
ad-contact-line: ಬೆಂಗಳೂರು । ಜಾಹೀರಾತಿಗಾಗಿ ಸಂಪರ್ಕಿಸಿ – 94498 71825 <box>1309 24 1516 37</box>
wcd-col3-body-d: ಮಕ್ಕಳು ಪ್ರತಿ ದೇಶದ ಭವಿಷ್ಯ. ಅವರ ಆರೋಗ್ಯ, ಶಿಕ್ಷಣ ಮತ್ತು ಸುರಕ್ಷತೆಗೆ ಆದ್ಯತೆ ನೀಡಬೇಕು. ಮಕ್ಕಳ ಮೇಲಿನ ದೌರ್ಜನ್ಯ, ಬಾಲಕಾರ್ಮಿಕ ಪದ್ಧತಿ ಮತ್ತು ಶೋಷಣೆಯನ್ನು ತಡೆಗಟ್ಟಲು ಕಠಿಣ ಕಾನೂನುಗಳಿವೆ. ಪ್ರತಿ ಮಗುವೂ ಶಾಲೆಗೆ ಹೋಗಬೇಕು, ಆಟವಾಡಬೇಕು ಮತ್ತು ಸಂತೋಷದಿಂದ ಬೆಳೆಯಬೇಕು ಎಂಬುದು ಈ ದಿನದ ಮುಖ್ಯ ಸಂದೇಶ. <box>1012 337 1175 417</box>
health-food-photo <box>17 581 464 644</box>
date-kn: ಗುರುವಾರ 20 ನವೆಂಬರ್ 2025 <box>40 42 159 55</box>
